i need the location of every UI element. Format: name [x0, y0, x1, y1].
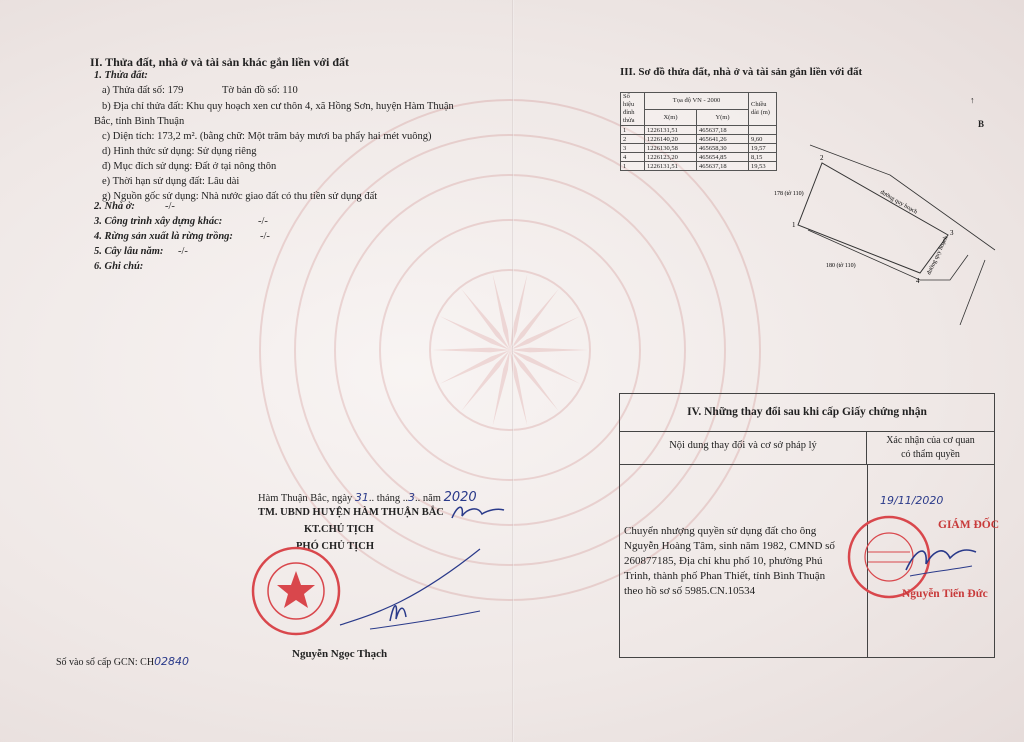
confirm-header-line-2: có thẩm quyền	[901, 449, 960, 460]
north-arrow	[970, 95, 984, 129]
gcn-register-number	[56, 655, 189, 668]
parcel-number: a) Thửa đất số: 179	[102, 85, 184, 96]
cell-length: 19,53	[749, 162, 777, 171]
official-signature	[330, 545, 490, 635]
point-2-label: 2	[820, 154, 824, 162]
section-3-title: III. Sơ đồ thửa đất, nhà ở và tài sản gắn liền với đất	[620, 66, 863, 78]
cell-y: 465654,85	[697, 153, 749, 162]
coordinate-table	[620, 92, 777, 171]
road-label-right: đường quy hoạch	[926, 235, 950, 276]
issue-month: 3	[407, 491, 415, 504]
cell-point: 1	[621, 126, 645, 135]
road-label-top: đường quy hoạch	[879, 189, 919, 216]
watermark-star-ray	[432, 348, 510, 353]
change-content-line: Nguyễn Hoàng Tâm, sinh năm 1982, CMND số	[624, 540, 835, 552]
cell-point: 2	[621, 135, 645, 144]
usage-form: d) Hình thức sử dụng: Sử dụng riêng	[102, 146, 257, 157]
land-heading: 1. Thửa đất:	[94, 70, 148, 81]
parcel-lines	[798, 145, 995, 325]
cell-x: 1226131,51	[645, 126, 697, 135]
issue-place-label: Hàm Thuận Bắc, ngày	[258, 493, 353, 504]
cell-point: 4	[621, 153, 645, 162]
issue-date: Hàm Thuận Bắc, ngày 31.. tháng ..3.. năm 2020	[258, 490, 477, 505]
point-3-label: 3	[950, 229, 954, 237]
parcel-area: c) Diện tích: 173,2 m². (bằng chữ: Một trăm bảy mươi ba phẩy hai mét vuông)	[102, 131, 432, 142]
change-content-line: 260877185, Địa chỉ khu phố 10, phường Phú	[624, 555, 823, 567]
change-content-line: Trinh, thành phố Phan Thiết, tỉnh Bình Thuận	[624, 570, 826, 582]
other-works-heading: 3. Công trình xây dựng khác:	[94, 216, 223, 227]
confirm-header-line-1: Xác nhận của cơ quan	[886, 435, 975, 446]
changes-content-header: Nội dung thay đổi và cơ sở pháp lý	[620, 432, 867, 465]
gcn-number: 02840	[154, 655, 190, 668]
signer-name: Nguyễn Ngọc Thạch	[292, 648, 388, 660]
parcel-address-line-1: b) Địa chỉ thửa đất: Khu quy hoạch xen cư thôn 4, xã Hồng Sơn, huyện Hàm Thuận	[102, 101, 454, 112]
cell-length: 19,57	[749, 144, 777, 153]
signer-role-2: PHÓ CHỦ TỊCH	[296, 541, 374, 552]
issue-day: 31	[354, 491, 369, 504]
cell-y: 465637,18	[697, 162, 749, 171]
usage-purpose: đ) Mục đích sử dụng: Đất ở tại nông thôn	[102, 161, 277, 172]
point-4-label: 4	[916, 277, 920, 285]
parcel-address-line-2: Bắc, tỉnh Bình Thuận	[94, 116, 185, 127]
perennial-value: -/-	[178, 246, 188, 257]
issue-year: 2020	[443, 490, 477, 505]
watermark-star-ray	[510, 348, 588, 353]
cell-point: 3	[621, 144, 645, 153]
cell-length: 8,15	[749, 153, 777, 162]
table-row	[621, 135, 777, 144]
parcel-178-label: 178 (tờ 110)	[774, 191, 804, 197]
forest-value: -/-	[260, 231, 270, 242]
table-row	[621, 144, 777, 153]
parcel-180-label: 180 (tờ 110)	[826, 263, 856, 269]
confirm-date: 19/11/2020	[880, 494, 944, 507]
col-y: Y(m)	[697, 109, 749, 126]
changes-confirm-header	[867, 432, 994, 465]
north-arrow-icon: ↑	[970, 95, 975, 105]
table-row	[621, 126, 777, 135]
issue-month-label: tháng	[376, 493, 401, 504]
director-name: Nguyễn Tiến Đức	[902, 588, 988, 600]
gcn-label: Số vào sổ cấp GCN: CH	[56, 657, 155, 668]
cell-y: 465637,18	[697, 126, 749, 135]
change-content-line: Chuyển nhượng quyền sử dụng đất cho ông	[624, 525, 817, 537]
col-x: X(m)	[645, 109, 697, 126]
forest-heading: 4. Rừng sản xuất là rừng trồng:	[94, 231, 233, 242]
notes-heading: 6. Ghi chú:	[94, 261, 144, 272]
usage-origin: g) Nguồn gốc sử dụng: Nhà nước giao đất có thu tiền sử dụng đất	[102, 191, 378, 202]
cell-length: 9,60	[749, 135, 777, 144]
other-works-value: -/-	[258, 216, 268, 227]
col-coord: Tọa độ VN - 2000	[645, 93, 749, 110]
point-1-label: 1	[792, 221, 796, 229]
perennial-heading: 5. Cây lâu năm:	[94, 246, 164, 257]
north-label: B	[978, 119, 985, 129]
cell-y: 465658,30	[697, 144, 749, 153]
cell-point: 1	[621, 162, 645, 171]
section-4-title: IV. Những thay đổi sau khi cấp Giấy chứng nhận	[620, 394, 994, 432]
cell-y: 465641,26	[697, 135, 749, 144]
house-value: -/-	[165, 201, 175, 212]
director-title: GIÁM ĐỐC	[938, 519, 1000, 531]
change-content-line: theo hồ sơ số 5985.CN.10534	[624, 585, 756, 597]
col-point: Số hiệu đỉnh thửa	[621, 93, 645, 126]
issue-year-label: năm	[422, 493, 441, 504]
table-row	[621, 162, 777, 171]
director-signature	[900, 530, 980, 580]
cell-x: 1226140,20	[645, 135, 697, 144]
house-heading: 2. Nhà ở:	[94, 201, 135, 212]
map-sheet-number: Tờ bản đồ số: 110	[222, 85, 298, 96]
cell-x: 1226131,51	[645, 162, 697, 171]
cell-x: 1226130,58	[645, 144, 697, 153]
signer-role-1: KT.CHỦ TỊCH	[304, 524, 374, 535]
usage-duration: e) Thời hạn sử dụng đất: Lâu dài	[102, 176, 240, 187]
initial-signature	[448, 500, 508, 524]
table-row	[621, 153, 777, 162]
section-2-title: II. Thửa đất, nhà ở và tài sản khác gắn liền với đất	[90, 55, 350, 69]
col-length: Chiều dài (m)	[749, 93, 777, 126]
district-red-stamp	[250, 545, 342, 637]
cell-x: 1226123,20	[645, 153, 697, 162]
page-fold	[512, 0, 514, 742]
issuing-organization: TM. UBND HUYỆN HÀM THUẬN BẮC	[258, 507, 444, 518]
